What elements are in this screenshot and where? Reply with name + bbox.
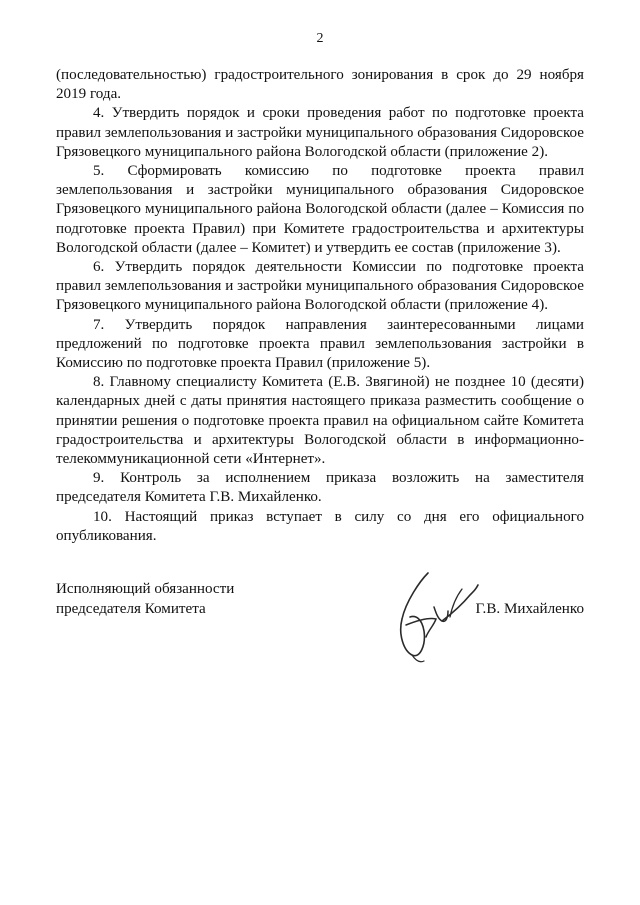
paragraph-item-8: 8. Главному специалисту Комитета (Е.В. Звягиной) не позднее 10 (десяти) календарных дней с даты принятия настоящего приказа разместить сообщение о принятии решения о подготовке проекта правил на официальном сайте Комитета градостроительства и архитектуры Вологодской области в информационно-телекоммуникационной сети «Интернет».: [56, 374, 584, 468]
signature-block: [56, 579, 584, 689]
signer-title-line-2: председателя Комитета: [56, 601, 206, 617]
handwritten-signature: [376, 567, 486, 667]
signer-title-line-1: Исполняющий обязанности: [56, 581, 235, 597]
signer-name: Г.В. Михайленко: [475, 601, 584, 617]
paragraph-item-6: 6. Утвердить порядок деятельности Комиссии по подготовке проекта правил землепользования и застройки муниципального образования Сидоровское Грязовецкого муниципального района Вологодской области (приложение 4).: [56, 259, 584, 314]
paragraph-item-5: 5. Сформировать комиссию по подготовке проекта правил землепользования и застройки муниципального образования Сидоровское Грязовецкого муниципального района Вологодской области (далее – Комиссия по подготовке проекта Правил) при Комитете градостроительства и архитектуры Вологодской области (далее – Комитет) и утвердить ее состав (приложение 3).: [56, 163, 584, 256]
paragraph-item-7: 7. Утвердить порядок направления заинтересованными лицами предложений по подготовке проекта правил землепользования застройки в Комиссию по подготовке проекта Правил (приложение 5).: [56, 316, 584, 372]
paragraph-item-10: 10. Настоящий приказ вступает в силу со дня его официального опубликования.: [56, 508, 584, 544]
paragraph-continuation: (последовательностью) градостроительного зонирования в срок до 29 ноября 2019 года.: [56, 67, 584, 103]
signer-title: [56, 579, 356, 619]
document-body: [56, 66, 584, 546]
paragraph-item-9: 9. Контроль за исполнением приказа возложить на заместителя председателя Комитета Г.В. Михайленко.: [56, 470, 584, 506]
paragraph-item-4: 4. Утвердить порядок и сроки проведения работ по подготовке проекта правил землепользования и застройки муниципального образования Сидоровское Грязовецкого муниципального района Вологодской области (приложение 2).: [56, 105, 584, 160]
page-number: 2: [316, 31, 324, 46]
